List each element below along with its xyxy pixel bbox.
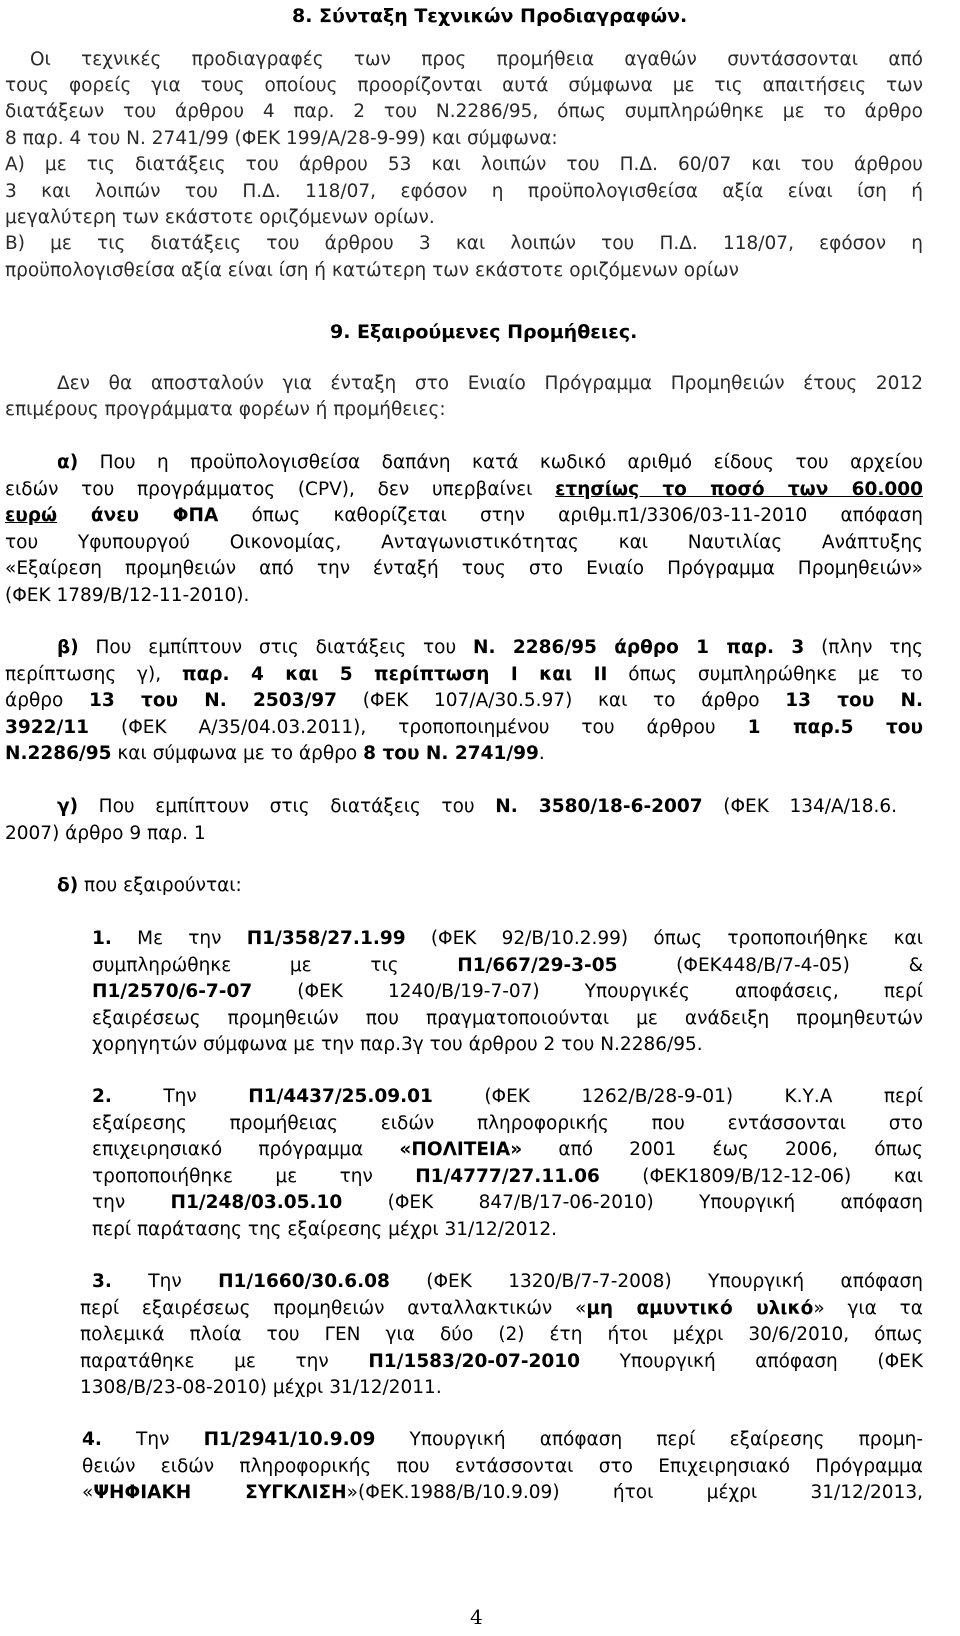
beta-line-4: 3922/11 (ΦΕΚ Α/35/04.03.2011), τροποποιημένου του άρθρου 1 παρ.5 του: [5, 717, 924, 738]
item-3-line-4: παρατάθηκε με την Π1/1583/20-07-2010 Υπουργική απόφαση (ΦΕΚ: [80, 1351, 923, 1372]
beta-line-1: β) Που εμπίπτουν στις διατάξεις του Ν. 2286/95 άρθρο 1 παρ. 3 (πλην της: [57, 637, 923, 658]
beta-line-2: περίπτωσης γ), παρ. 4 και 5 περίπτωση Ι και ΙΙ όπως συμπληρώθηκε με το: [5, 664, 923, 685]
alpha-line-5: «Εξαίρεση προμηθειών από την ένταξή τους στο Ενιαίο Πρόγραμμα Προμηθειών»: [5, 558, 923, 579]
item-3-line-1: 3. Την Π1/1660/30.6.08 (ΦΕΚ 1320/Β/7-7-2008) Υπουργική απόφαση: [92, 1271, 923, 1292]
section-8-line-8: Β) με τις διατάξεις του άρθρου 3 και λοιπών του Π.Δ. 118/07, εφόσον η: [5, 233, 923, 254]
gamma-line-2: 2007) άρθρο 9 παρ. 1: [5, 823, 206, 844]
item-1-line-3: Π1/2570/6-7-07 (ΦΕΚ 1240/Β/19-7-07) Υπουργικές αποφάσεις, περί: [92, 981, 923, 1002]
section-8-line-7: μεγαλύτερη των εκάστοτε οριζόμενων ορίων.: [5, 207, 435, 228]
item-3-line-3: πολεμικά πλοία του ΓΕΝ για δύο (2) έτη ήτοι μέχρι 30/6/2010, όπως: [80, 1324, 923, 1345]
alpha-line-4: του Υφυπουργού Οικονομίας, Ανταγωνιστικότητας και Ναυτιλίας Ανάπτυξης: [5, 532, 923, 553]
section-8-line-9: προϋπολογισθείσα αξία είναι ίση ή κατώτερη των εκάστοτε οριζόμενων ορίων: [5, 260, 739, 281]
section-9-heading: 9. Εξαιρούμενες Προμήθειες.: [330, 321, 638, 343]
section-8-heading: 8. Σύνταξη Τεχνικών Προδιαγραφών.: [292, 5, 688, 27]
page-number: 4: [470, 1605, 483, 1629]
section-8-line-3: διατάξεων του άρθρου 4 παρ. 2 του Ν.2286/95, όπως συμπληρώθηκε με το άρθρο: [5, 101, 923, 122]
item-1-line-1: 1. Με την Π1/358/27.1.99 (ΦΕΚ 92/Β/10.2.99) όπως τροποποιήθηκε και: [92, 928, 923, 949]
item-2-line-3: επιχειρησιακό πρόγραμμα «ΠΟΛΙΤΕΙΑ» από 2001 έως 2006, όπως: [92, 1139, 923, 1160]
alpha-line-6: (ΦΕΚ 1789/Β/12-11-2010).: [5, 585, 250, 606]
alpha-line-1: α) Που η προϋπολογισθείσα δαπάνη κατά κωδικό αριθμό είδους του αρχείου: [57, 452, 923, 473]
item-2-line-6: περί παράτασης της εξαίρεσης μέχρι 31/12/2012.: [92, 1219, 557, 1240]
item-2-line-1: 2. Την Π1/4437/25.09.01 (ΦΕΚ 1262/Β/28-9-01) Κ.Υ.Α περί: [92, 1086, 923, 1107]
item-1-line-4: εξαιρέσεως προμηθειών που πραγματοποιούνται με ανάδειξη προμηθευτών: [92, 1008, 923, 1029]
item-3-line-5: 1308/Β/23-08-2010) μέχρι 31/12/2011.: [80, 1377, 442, 1398]
item-3-line-2: περί εξαιρέσεως προμηθειών ανταλλακτικών «μη αμυντικό υλικό» για τα: [80, 1298, 923, 1319]
beta-line-5: Ν.2286/95 και σύμφωνα με το άρθρο 8 του Ν. 2741/99.: [5, 743, 545, 764]
delta-line: δ) που εξαιρούνται:: [57, 875, 242, 896]
section-9-intro-line-2: επιμέρους προγράμματα φορέων ή προμήθειες:: [5, 399, 446, 420]
beta-line-3: άρθρο 13 του Ν. 2503/97 (ΦΕΚ 107/Α/30.5.97) και το άρθρο 13 του Ν.: [5, 690, 923, 711]
section-8-line-1: Οι τεχνικές προδιαγραφές των προς προμήθεια αγαθών συντάσσονται από: [30, 49, 923, 70]
section-8-line-6: 3 και λοιπών του Π.Δ. 118/07, εφόσον η προϋπολογισθείσα αξία είναι ίση ή: [5, 181, 923, 202]
item-4-line-2: θειών ειδών πληροφορικής που εντάσσονται στο Επιχειρησιακό Πρόγραμμα: [82, 1456, 923, 1477]
alpha-line-3: ευρώ άνευ ΦΠΑ όπως καθορίζεται στην αριθμ.π1/3306/03-11-2010 απόφαση: [5, 505, 923, 526]
item-2-line-5: την Π1/248/03.05.10 (ΦΕΚ 847/Β/17-06-2010) Υπουργική απόφαση: [92, 1192, 923, 1213]
item-4-line-1: 4. Την Π1/2941/10.9.09 Υπουργική απόφαση περί εξαίρεσης προμη-: [82, 1429, 923, 1450]
section-9-intro-line-1: Δεν θα αποσταλούν για ένταξη στο Ενιαίο Πρόγραμμα Προμηθειών έτους 2012: [57, 373, 923, 394]
gamma-line-1: γ) Που εμπίπτουν στις διατάξεις του Ν. 3580/18-6-2007 (ΦΕΚ 134/Α/18.6.: [57, 796, 897, 817]
item-2-line-4: τροποποιήθηκε με την Π1/4777/27.11.06 (ΦΕΚ1809/Β/12-12-06) και: [92, 1166, 924, 1187]
item-1-line-5: χορηγητών σύμφωνα με την παρ.3γ του άρθρου 2 του Ν.2286/95.: [92, 1034, 703, 1055]
alpha-line-2: ειδών του προγράμματος (CPV), δεν υπερβαίνει ετησίως το ποσό των 60.000: [5, 479, 923, 500]
section-8-line-2: τους φορείς για τους οποίους προορίζονται αυτά σύμφωνα με τις απαιτήσεις των: [5, 75, 923, 96]
item-2-line-2: εξαίρεσης προμήθειας ειδών πληροφορικής που εντάσσονται στο: [92, 1113, 923, 1134]
section-8-line-5: Α) με τις διατάξεις του άρθρου 53 και λοιπών του Π.Δ. 60/07 και του άρθρου: [5, 154, 923, 175]
section-8-line-4: 8 παρ. 4 του Ν. 2741/99 (ΦΕΚ 199/Α/28-9-99) και σύμφωνα:: [5, 128, 558, 149]
item-4-line-3: «ΨΗΦΙΑΚΗ ΣΥΓΚΛΙΣΗ»(ΦΕΚ.1988/Β/10.9.09) ήτοι μέχρι 31/12/2013,: [82, 1482, 923, 1503]
item-1-line-2: συμπληρώθηκε με τις Π1/667/29-3-05 (ΦΕΚ448/Β/7-4-05) &: [92, 955, 923, 976]
